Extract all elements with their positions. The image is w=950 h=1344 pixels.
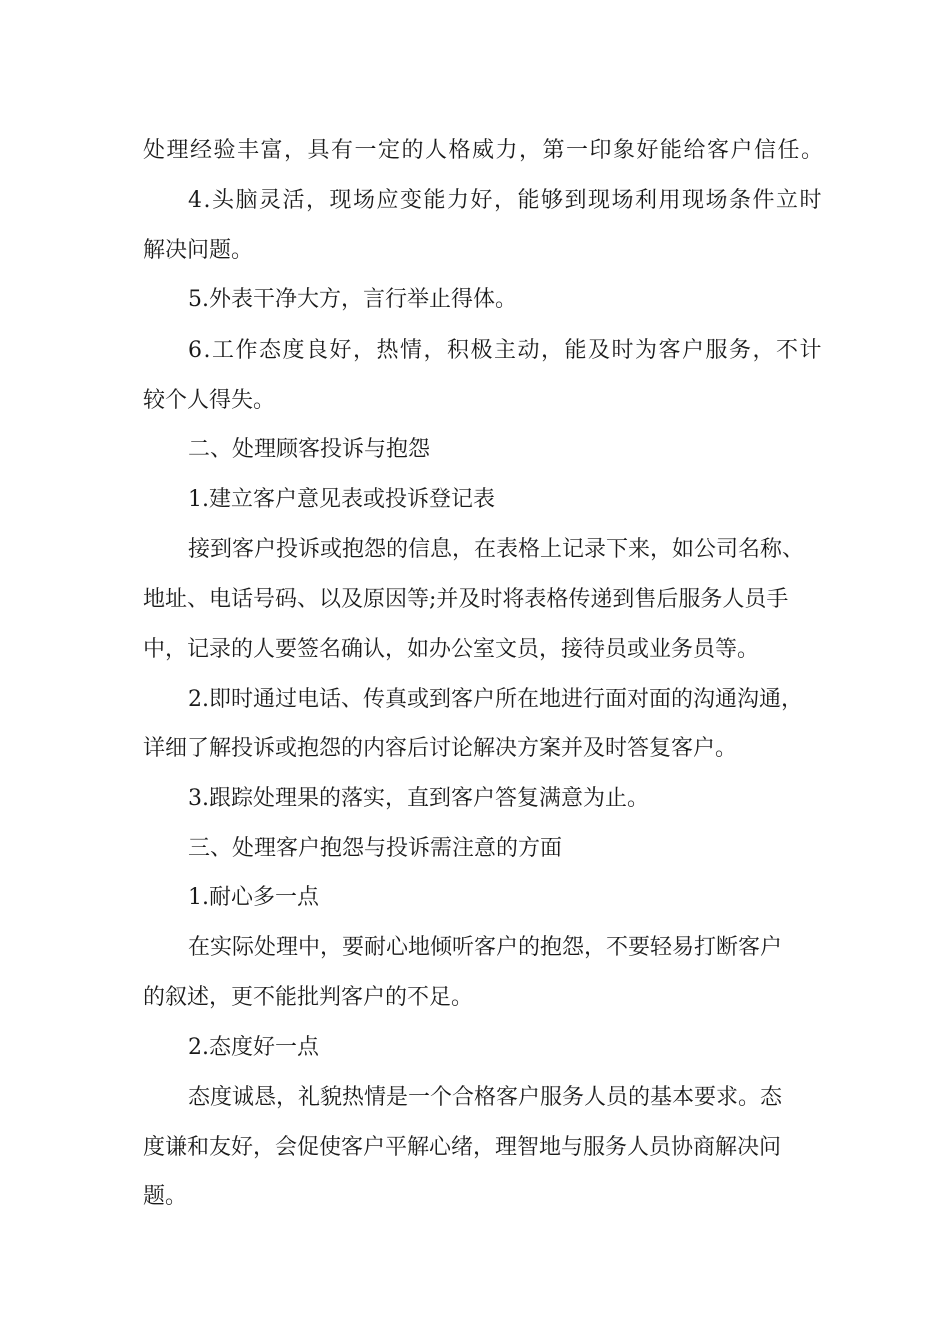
paragraph-line: 中，记录的人要签名确认，如办公室文员，接待员或业务员等。	[143, 637, 760, 662]
paragraph-line: 的叙述，更不能批判客户的不足。	[143, 985, 474, 1010]
paragraph-line: 题。	[143, 1184, 188, 1209]
paragraph-line: 详细了解投诉或抱怨的内容后讨论解决方案并及时答复客户。	[143, 736, 738, 761]
paragraph-line: 地址、电话号码、以及原因等;并及时将表格传递到售后服务人员手	[143, 587, 789, 612]
paragraph-line: 态度诚恳，礼貌热情是一个合格客户服务人员的基本要求。态	[188, 1085, 783, 1110]
subheading: 2.态度好一点	[188, 1035, 319, 1060]
paragraph-line: 度谦和友好，会促使客户平解心绪，理智地与服务人员协商解决问	[143, 1135, 782, 1160]
list-item-4: 4.头脑灵活，现场应变能力好，能够到现场利用现场条件立时	[188, 188, 823, 213]
subheading: 1.建立客户意见表或投诉登记表	[188, 487, 495, 512]
section-heading-2: 二、处理顾客投诉与抱怨	[188, 437, 431, 462]
paragraph-line: 2.即时通过电话、传真或到客户所在地进行面对面的沟通沟通，	[188, 687, 803, 712]
text-line: 处理经验丰富，具有一定的人格威力，第一印象好能给客户信任。	[143, 138, 825, 163]
list-item-6: 6.工作态度良好，热情，积极主动，能及时为客户服务，不计	[188, 338, 823, 363]
paragraph-line: 3.跟踪处理果的落实，直到客户答复满意为止。	[188, 786, 649, 811]
text-line: 较个人得失。	[143, 388, 276, 413]
subheading: 1.耐心多一点	[188, 885, 319, 910]
section-heading-3: 三、处理客户抱怨与投诉需注意的方面	[188, 836, 563, 861]
paragraph-line: 接到客户投诉或抱怨的信息，在表格上记录下来，如公司名称、	[188, 537, 805, 562]
text-line: 解决问题。	[143, 238, 254, 263]
list-item-5: 5.外表干净大方，言行举止得体。	[188, 287, 517, 312]
paragraph-line: 在实际处理中，要耐心地倾听客户的抱怨，不要轻易打断客户	[188, 935, 783, 960]
